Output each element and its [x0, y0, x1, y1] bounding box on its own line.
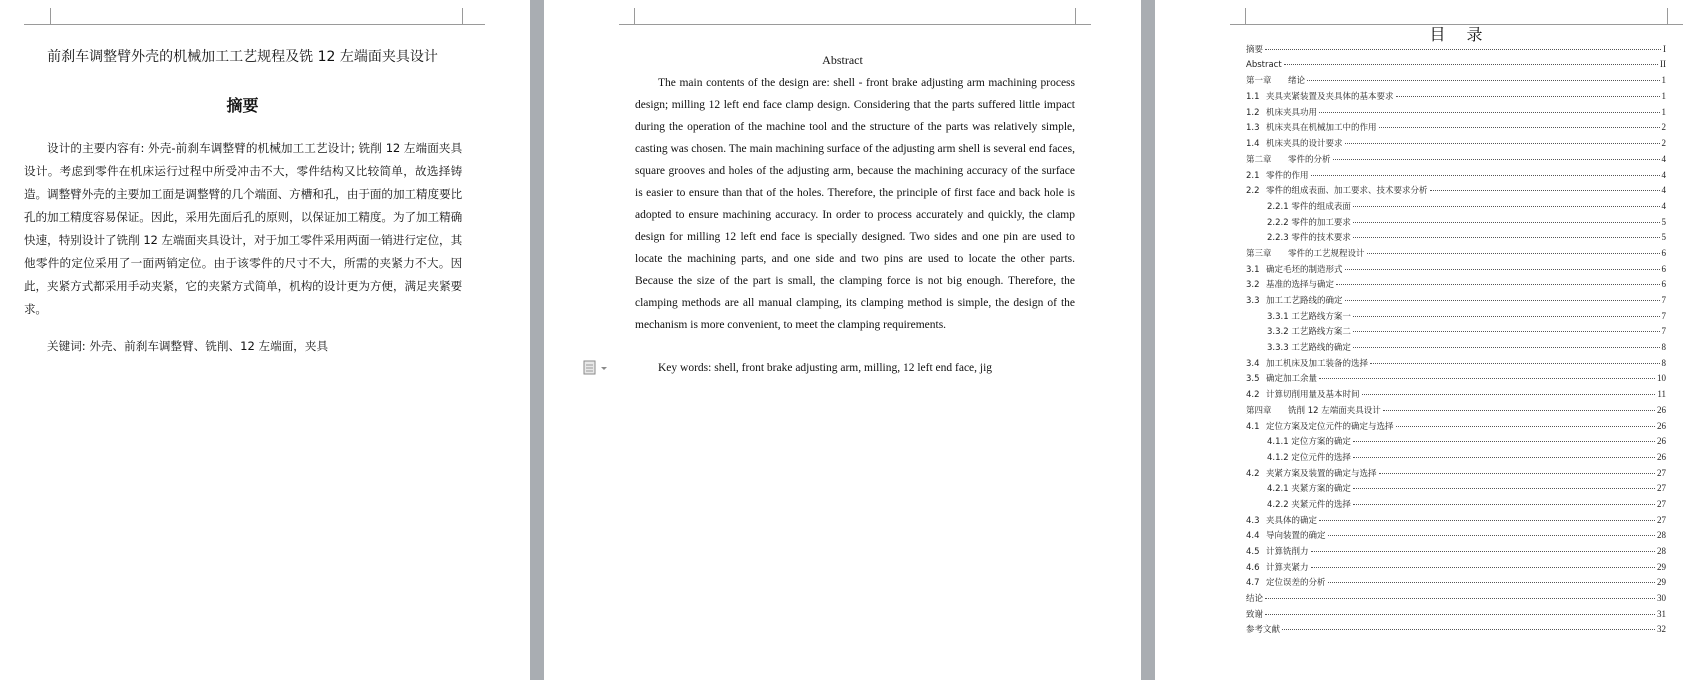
margin-mark-top-right: [1075, 8, 1091, 25]
toc-entry[interactable]: [1246, 498, 1666, 514]
toc-leader-dots: [1282, 629, 1655, 630]
toc-entry-text: 机床夹具在机械加工中的作用: [1266, 123, 1377, 134]
toc-entry-text: 摘要: [1246, 45, 1264, 55]
keywords: Key words: shell, front brake adjusting arm, milling, 12 left end face, jig: [658, 362, 993, 374]
toc-title: 目 录: [1429, 25, 1491, 44]
toc-entry-text: 定位误差的分析: [1266, 578, 1326, 589]
toc-entry[interactable]: [1246, 278, 1666, 294]
toc-entry-number: 1.1: [1246, 92, 1260, 103]
toc-page-number: 27: [1657, 514, 1666, 525]
toc-entry-text: 2.2.3 零件的技术要求: [1267, 233, 1351, 244]
toc-entry[interactable]: [1246, 592, 1666, 608]
toc-entry-number: 2.2: [1246, 186, 1260, 197]
toc-entry-text: 3.3.2 工艺路线方案二: [1267, 327, 1351, 338]
toc-entry-number: 第四章: [1246, 405, 1272, 416]
toc-leader-dots: [1396, 96, 1660, 97]
toc-page-number: 28: [1657, 530, 1666, 541]
toc-page-number: 26: [1657, 451, 1666, 462]
toc-entry[interactable]: [1246, 106, 1666, 122]
toc-entry[interactable]: [1246, 341, 1666, 357]
toc-page-number: 8: [1661, 357, 1666, 368]
toc-entry-text: 2.2.2 零件的加工要求: [1267, 217, 1351, 228]
toc-entry-number: 1.3: [1246, 123, 1260, 134]
toc-page-number: 32: [1657, 624, 1666, 635]
toc-leader-dots: [1284, 64, 1658, 65]
toc-entry-text: 参考文献: [1246, 625, 1281, 636]
toc-entry[interactable]: [1246, 59, 1666, 75]
toc-entry[interactable]: [1246, 372, 1666, 388]
toc-entry-text: 4.1.1 定位方案的确定: [1267, 437, 1351, 448]
toc-leader-dots: [1319, 520, 1655, 521]
toc-entry-text: 夹具体的确定: [1266, 515, 1318, 526]
toc-page-number: 27: [1657, 498, 1666, 509]
toc-entry-text: 定位方案及定位元件的确定与选择: [1266, 421, 1394, 432]
toc-page-number: 7: [1661, 310, 1666, 321]
thesis-title: 前刹车调整臂外壳的机械加工工艺规程及铣 12 左端面夹具设计: [47, 49, 438, 65]
toc-entry[interactable]: [1246, 74, 1666, 90]
toc-entry[interactable]: [1246, 184, 1666, 200]
toc-entry-text: 机床夹具功用: [1266, 107, 1318, 118]
toc-page-number: 27: [1657, 467, 1666, 478]
toc-leader-dots: [1319, 112, 1659, 113]
toc-entry-number: 第三章: [1246, 248, 1272, 259]
toc-leader-dots: [1319, 378, 1655, 379]
toc-leader-dots: [1430, 190, 1660, 191]
toc-entry[interactable]: [1246, 451, 1666, 467]
toc-page-number: I: [1663, 44, 1666, 54]
toc-page-number: 28: [1657, 546, 1666, 556]
toc-entry-number: 第一章: [1246, 76, 1272, 87]
toc-entry-text: 加工机床及加工装备的选择: [1266, 358, 1369, 369]
toc-entry-text: 致谢: [1246, 609, 1264, 620]
toc-entry-text: 夹紧方案及装置的确定与选择: [1266, 468, 1377, 479]
toc-entry[interactable]: [1246, 420, 1666, 436]
toc-entry-text: 夹具夹紧装置及夹具体的基本要求: [1266, 92, 1394, 103]
toc-leader-dots: [1345, 300, 1660, 301]
toc-leader-dots: [1370, 363, 1659, 364]
toc-leader-dots: [1353, 457, 1655, 458]
toc-entry-text: 4.2.2 夹紧元件的选择: [1267, 499, 1351, 510]
page-gutter: [530, 0, 544, 680]
toc-entry-text: 3.3.3 工艺路线的确定: [1267, 343, 1351, 354]
toc-entry-number: 4.1: [1246, 421, 1260, 432]
toc-leader-dots: [1367, 253, 1660, 254]
toc-entry-text: 计算夹紧力: [1266, 562, 1309, 573]
toc-page-number: 10: [1657, 373, 1666, 384]
page-2-abstract-english[interactable]: [544, 0, 1141, 680]
toc-leader-dots: [1265, 614, 1655, 615]
toc-page-number: 31: [1657, 608, 1666, 619]
toc-entry-number: 4.2: [1246, 468, 1260, 479]
toc-entry[interactable]: [1246, 247, 1666, 263]
toc-entry[interactable]: [1246, 561, 1666, 577]
toc-page-number: 1: [1661, 106, 1666, 117]
toc-page-number: 7: [1661, 295, 1666, 305]
toc-leader-dots: [1265, 598, 1655, 599]
toc-entry-text: 铣削 12 左端面夹具设计: [1288, 405, 1381, 416]
toc-page-number: 26: [1657, 420, 1666, 431]
toc-page-number: 4: [1661, 153, 1666, 164]
toc-entry[interactable]: [1246, 137, 1666, 153]
toc-entry[interactable]: [1246, 482, 1666, 498]
toc-entry-number: 4.5: [1246, 547, 1260, 557]
toc-entry-number: 3.1: [1246, 264, 1260, 275]
toc-entry[interactable]: [1246, 90, 1666, 106]
toc-page-number: 5: [1661, 232, 1666, 243]
toc-leader-dots: [1353, 222, 1660, 223]
toc-leader-dots: [1328, 535, 1655, 536]
toc-entry-number: 第二章: [1246, 154, 1272, 165]
toc-page-number: II: [1660, 58, 1666, 69]
toc-entry-number: 4.3: [1246, 515, 1260, 526]
page-gutter: [1141, 0, 1155, 680]
toc-page-number: 26: [1657, 436, 1666, 447]
toc-leader-dots: [1311, 551, 1655, 552]
margin-mark-top-left: [24, 8, 51, 25]
toc-leader-dots: [1353, 316, 1660, 317]
abstract-title: Abstract: [822, 53, 863, 67]
toc-entry-text: Abstract: [1246, 59, 1282, 70]
toc-entry[interactable]: [1246, 310, 1666, 326]
toc-page-number: 5: [1661, 216, 1666, 227]
toc-entry-text: 确定毛坯的制造形式: [1266, 264, 1343, 275]
toc-entry[interactable]: [1246, 357, 1666, 373]
toc-page-number: 4: [1661, 185, 1666, 196]
toc-page-number: 26: [1657, 404, 1666, 415]
keywords: 关键词: 外壳、前刹车调整臂、铣削、12 左端面，夹具: [47, 339, 329, 353]
margin-mark-top-left: [1230, 8, 1246, 25]
toc-page-number: 11: [1657, 389, 1666, 400]
abstract-body: 设计的主要内容有: 外壳-前刹车调整臂的机械加工工艺设计; 铣削 12 左端面夹具设计。考虑到零件在机床运行过程中所受冲击不大，零件结构又比较简单，故选择铸造。调整臂外壳的主要加工面是调整臂的几个端面、方槽和孔，由于面的加工精度要比孔的加工精度容易保证。因此，采用先面后孔的原则，以保证加工精度。为了加工精确快速，特别设计了铣削 12 左端面夹具设计，对于加工零件采用两面一销进行定位，其他零件的定位采用了一面两销定位。由于该零件的尺寸不大，所需的夹紧力不大。因此，夹紧方式都采用手动夹紧，它的夹紧方式简单，机构的设计更为方便，满足夹紧要求。: [24, 141, 462, 316]
toc-leader-dots: [1333, 159, 1660, 160]
toc-entry[interactable]: [1246, 388, 1666, 404]
toc-entry[interactable]: [1246, 467, 1666, 483]
toc-entry-text: 零件的组成表面、加工要求、技术要求分析: [1266, 186, 1428, 197]
toc-entry-text: 计算切削用量及基本时间: [1266, 390, 1360, 401]
toc-entry[interactable]: [1246, 200, 1666, 216]
toc-page-number: 29: [1657, 577, 1666, 588]
toc-entry-number: 4.6: [1246, 562, 1260, 573]
toc-page-number: 27: [1657, 483, 1666, 494]
toc-entry[interactable]: [1246, 545, 1666, 561]
toc-entry-text: 2.2.1 零件的组成表面: [1267, 201, 1351, 212]
toc-entry-number: 3.2: [1246, 280, 1260, 291]
toc-leader-dots: [1265, 49, 1661, 50]
toc-entry-text: 零件的工艺规程设计: [1288, 248, 1365, 259]
toc-entry[interactable]: [1246, 623, 1666, 639]
toc-entry-text: 4.1.2 定位元件的选择: [1267, 452, 1351, 463]
header-line: [50, 24, 462, 25]
toc-entry-text: 结论: [1246, 594, 1264, 605]
toc-page-number: 29: [1657, 561, 1666, 572]
toc-entry[interactable]: [1246, 404, 1666, 420]
header-line: [634, 24, 1075, 25]
toc-leader-dots: [1345, 269, 1660, 270]
toc-entry-text: 绪论: [1288, 76, 1306, 87]
toc-entry-text: 基准的选择与确定: [1266, 280, 1335, 291]
toc-entry[interactable]: [1246, 608, 1666, 624]
toc-leader-dots: [1379, 473, 1655, 474]
toc-entry-text: 零件的作用: [1266, 170, 1309, 181]
toc-entry[interactable]: [1246, 263, 1666, 279]
toc-leader-dots: [1353, 347, 1660, 348]
toc-entry-text: 3.3.1 工艺路线方案一: [1267, 311, 1351, 322]
toc-page-number: 1: [1661, 91, 1666, 102]
toc-page-number: 6: [1661, 247, 1666, 258]
toc-page-number: 8: [1661, 342, 1666, 353]
toc-entry[interactable]: [1246, 294, 1666, 310]
toc-entry[interactable]: [1246, 121, 1666, 137]
toc-entry[interactable]: [1246, 153, 1666, 169]
toc-leader-dots: [1353, 206, 1660, 207]
toc-leader-dots: [1379, 127, 1660, 128]
toc-entry-text: 导向装置的确定: [1266, 531, 1326, 542]
page-3-table-of-contents[interactable]: [1155, 0, 1706, 680]
abstract-body: The main contents of the design are: shell - front brake adjusting arm machining process design; milling 12 left end face clamp design. Considering that the parts suffered little impact during the operation of the machine tool and the structure of the parts was relatively simple, casting was chosen. The main machining surface of the adjusting arm shell is several end faces, square grooves and holes of the adjusting arm, because the machining accuracy of the surface is easier to ensure than that of the holes. Therefore, the principle of first face and back hole is adopted to ensure machining accuracy. In order to process accurately and quickly, the clamp design for milling 12 left end face is specially designed. Two sides and one pin are used to locate the machining parts, and one side and two pins are used to locate the other parts. Because the size of the part is small, the clamping force is not big enough. Therefore, the clamping methods are all manual clamping, its clamping method is simple, the design of the mechanism is more convenient, to meet the clamping requirements.: [635, 77, 1075, 331]
paste-options-icon[interactable]: [583, 360, 611, 376]
toc-leader-dots: [1383, 410, 1655, 411]
toc-entry-number: 3.5: [1246, 374, 1260, 385]
toc-entry-text: 4.2.1 夹紧方案的确定: [1267, 484, 1351, 495]
page-1-abstract-chinese[interactable]: [0, 0, 530, 680]
toc-entry-number: 1.4: [1246, 139, 1260, 150]
toc-entry[interactable]: [1246, 231, 1666, 247]
toc-page-number: 1: [1661, 75, 1666, 86]
toc-leader-dots: [1353, 441, 1655, 442]
toc-entry[interactable]: [1246, 325, 1666, 341]
toc-leader-dots: [1311, 175, 1660, 176]
toc-page-number: 7: [1661, 326, 1666, 337]
toc-entry-number: 3.4: [1246, 358, 1260, 369]
toc-entry[interactable]: [1246, 576, 1666, 592]
toc-leader-dots: [1336, 284, 1659, 285]
toc-entry-number: 4.7: [1246, 578, 1260, 589]
toc-page-number: 4: [1661, 200, 1666, 211]
margin-mark-top-right: [462, 8, 485, 25]
toc-page-number: 2: [1661, 138, 1666, 149]
toc-page-number: 6: [1661, 263, 1666, 274]
toc-leader-dots: [1353, 331, 1660, 332]
toc-leader-dots: [1345, 143, 1660, 144]
toc-leader-dots: [1307, 80, 1659, 81]
toc-entry-number: 2.1: [1246, 170, 1260, 181]
toc-list: [1246, 43, 1666, 639]
toc-page-number: 6: [1661, 279, 1666, 290]
toc-entry[interactable]: [1246, 514, 1666, 530]
toc-leader-dots: [1353, 237, 1660, 238]
toc-entry-text: 计算铣削力: [1266, 547, 1309, 557]
toc-entry[interactable]: [1246, 169, 1666, 185]
toc-page-number: 30: [1657, 593, 1666, 604]
margin-mark-top-left: [619, 8, 635, 25]
toc-leader-dots: [1353, 504, 1655, 505]
toc-entry-text: 加工工艺路线的确定: [1266, 296, 1343, 306]
toc-entry-text: 零件的分析: [1288, 154, 1331, 165]
abstract-heading: 摘要: [226, 96, 259, 115]
toc-entry-number: 4.4: [1246, 531, 1260, 542]
toc-entry-number: 3.3: [1246, 296, 1260, 306]
toc-entry-text: 机床夹具的设计要求: [1266, 139, 1343, 150]
toc-entry[interactable]: [1246, 43, 1666, 59]
toc-leader-dots: [1353, 488, 1655, 489]
toc-entry[interactable]: [1246, 216, 1666, 232]
toc-entry-text: 确定加工余量: [1266, 374, 1318, 385]
toc-page-number: 2: [1661, 122, 1666, 133]
toc-leader-dots: [1311, 567, 1655, 568]
toc-leader-dots: [1328, 582, 1655, 583]
toc-entry-number: 4.2: [1246, 390, 1260, 401]
toc-leader-dots: [1396, 426, 1655, 427]
toc-page-number: 4: [1661, 169, 1666, 180]
toc-leader-dots: [1362, 394, 1656, 395]
toc-entry[interactable]: [1246, 435, 1666, 451]
toc-entry[interactable]: [1246, 529, 1666, 545]
toc-entry-number: 1.2: [1246, 107, 1260, 118]
